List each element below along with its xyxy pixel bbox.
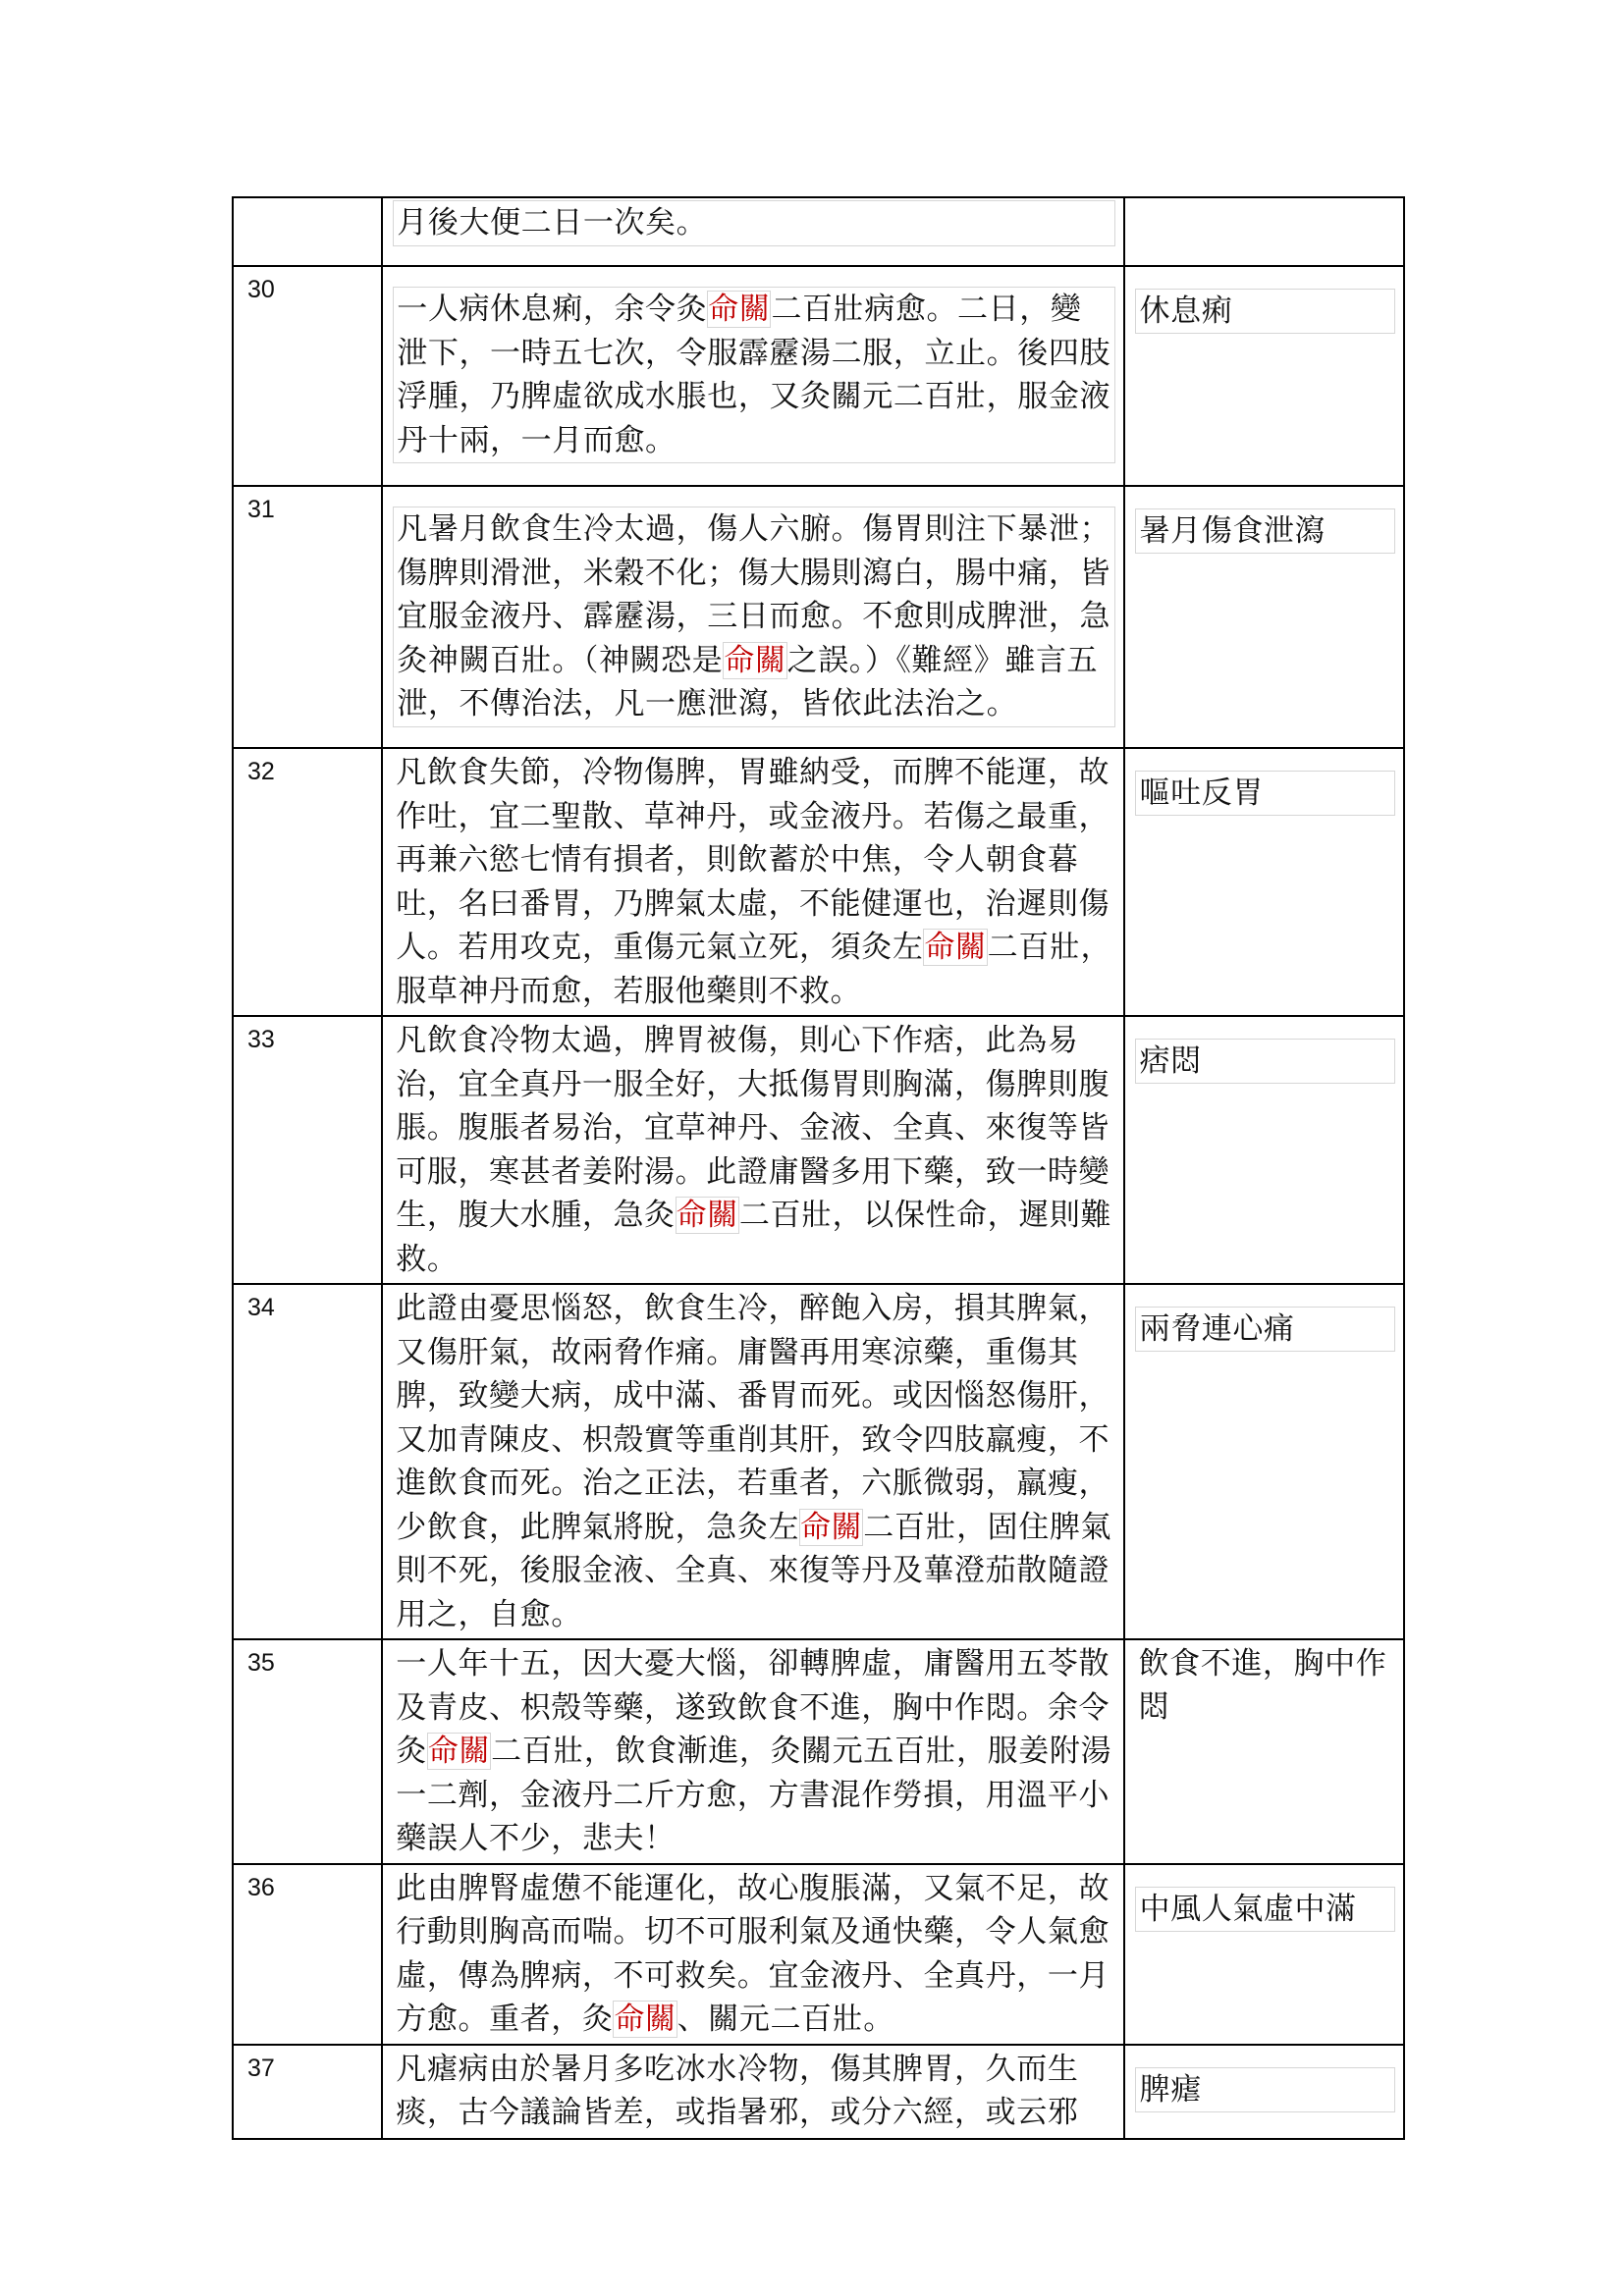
row-number: 37 [247, 2054, 275, 2082]
row-text: 凡飲食失節，冷物傷脾，胃雖納受，而脾不能運，故作吐，宜二聖散、草神丹，或金液丹。若傷之最重，再兼六慾七情有損者，則飲蓄於中焦，令人朝食暮吐，名曰番胃，乃脾氣太虛，不能健運也，治遲則傷人。若用攻克，重傷元氣立死，須灸左命關二百壯，服草神丹而愈，若服他藥則不救。 [396, 755, 1112, 1009]
highlighted-term: 命關 [924, 930, 987, 965]
row-text-cell [382, 2045, 1123, 2139]
row-tag-cell [1124, 1864, 1404, 2045]
row-tag-cell [1124, 748, 1404, 1016]
row-number: 36 [247, 1873, 275, 1901]
highlighted-term: 命關 [724, 642, 786, 678]
row-number-cell [233, 1284, 382, 1639]
row-text: 一人病休息痢，余令灸命關二百壯病愈。二日，變泄下，一時五七次，令服霹靂湯二服，立止。後四肢浮腫，乃脾虛欲成水脹也，又灸關元二百壯，服金液丹十兩，一月而愈。 [393, 287, 1114, 463]
row-text-cell [382, 748, 1123, 1016]
row-tag: 兩脅連心痛 [1135, 1307, 1395, 1352]
document-table [232, 196, 1405, 2140]
row-number-cell [233, 2045, 382, 2139]
row-number: 34 [247, 1294, 275, 1321]
row-tag: 休息痢 [1135, 289, 1395, 334]
row-text-cell [382, 1864, 1123, 2045]
row-text-cell [382, 1016, 1123, 1284]
row-number-cell [233, 266, 382, 486]
row-number-cell [233, 748, 382, 1016]
row-tag-cell [1124, 486, 1404, 748]
row-tag: 嘔吐反胃 [1135, 771, 1395, 816]
table-row [233, 1284, 1404, 1639]
row-text: 凡瘧病由於暑月多吃冰水冷物，傷其脾胃，久而生痰，古今議論皆差，或指暑邪，或分六經，或云邪 [396, 2051, 1079, 2130]
row-text: 月後大便二日一次矣。 [393, 200, 1114, 246]
row-number-cell [233, 1639, 382, 1864]
table-row [233, 486, 1404, 748]
row-tag-cell [1124, 1284, 1404, 1639]
row-tag-cell [1124, 197, 1404, 266]
row-number-cell [233, 1016, 382, 1284]
table-row [233, 1864, 1404, 2045]
row-number-cell [233, 197, 382, 266]
row-tag-cell [1124, 266, 1404, 486]
row-tag: 中風人氣虛中滿 [1135, 1887, 1395, 1932]
row-tag: 暑月傷食泄瀉 [1135, 508, 1395, 554]
row-number: 33 [247, 1026, 275, 1053]
table-row [233, 1639, 1404, 1864]
row-text-cell [382, 486, 1123, 748]
row-number: 30 [247, 276, 275, 303]
table-row [233, 2045, 1404, 2139]
row-number-cell [233, 486, 382, 748]
row-text-cell [382, 266, 1123, 486]
row-tag: 飲食不進，胸中作悶 [1138, 1646, 1387, 1725]
row-tag-cell [1124, 2045, 1404, 2139]
row-number [234, 198, 381, 206]
table-row [233, 266, 1404, 486]
row-text-cell [382, 1284, 1123, 1639]
table-row [233, 197, 1404, 266]
row-tag: 脾瘧 [1135, 2067, 1395, 2112]
highlighted-term: 命關 [427, 1734, 491, 1769]
row-text-cell [382, 197, 1123, 266]
row-tag-cell [1124, 1016, 1404, 1284]
row-text: 凡暑月飲食生冷太過，傷人六腑。傷胃則注下暴泄；傷脾則滑泄，米穀不化；傷大腸則瀉白，腸中痛，皆宜服金液丹、霹靂湯，三日而愈。不愈則成脾泄，急灸神闕百壯。（神闕恐是命關之誤。）《難經》雖言五泄，不傳治法，凡一應泄瀉，皆依此法治之。 [393, 507, 1114, 727]
row-tag: 痞悶 [1135, 1039, 1395, 1084]
highlighted-term: 命關 [614, 2002, 677, 2037]
table-row [233, 1016, 1404, 1284]
row-number: 32 [247, 758, 275, 785]
row-text: 一人年十五，因大憂大惱，卻轉脾虛，庸醫用五苓散及青皮、枳殼等藥，遂致飲食不進，胸中作悶。余令灸命關二百壯，飲食漸進，灸關元五百壯，服姜附湯一二劑，金液丹二斤方愈，方書混作勞損，用溫平小藥誤人不少，悲夫！ [396, 1646, 1112, 1856]
highlighted-term: 命關 [800, 1509, 863, 1545]
row-text: 此由脾腎虛憊不能運化，故心腹脹滿，又氣不足，故行動則胸高而喘。切不可服利氣及通快藥，令人氣愈虛，傳為脾病，不可救矣。宜金液丹、全真丹，一月方愈。重者，灸命關、關元二百壯。 [396, 1870, 1110, 2037]
row-number: 31 [247, 496, 275, 523]
table-row [233, 748, 1404, 1016]
row-number: 35 [247, 1649, 275, 1677]
row-text-cell [382, 1639, 1123, 1864]
row-number-cell [233, 1864, 382, 2045]
highlighted-term: 命關 [676, 1198, 738, 1233]
row-text: 此證由憂思惱怒，飲食生冷，醉飽入房，損其脾氣，又傷肝氣，故兩脅作痛。庸醫再用寒涼藥，重傷其脾，致變大病，成中滿、番胃而死。或因惱怒傷肝，又加青陳皮、枳殼實等重削其肝，致令四肢羸瘦，不進飲食而死。治之正法，若重者，六脈微弱，羸瘦，少飲食，此脾氣將脫，急灸左命關二百壯，固住脾氣則不死，後服金液、全真、來復等丹及蓽澄茄散隨證用之，自愈。 [396, 1291, 1112, 1632]
highlighted-term: 命關 [708, 292, 771, 327]
row-text: 凡飲食冷物太過，脾胃被傷，則心下作痞，此為易治，宜全真丹一服全好，大抵傷胃則胸滿，傷脾則腹脹。腹脹者易治，宜草神丹、金液、全真、來復等皆可服，寒甚者姜附湯。此證庸醫多用下藥，致一時變生，腹大水腫，急灸命關二百壯，以保性命，遲則難救。 [396, 1023, 1112, 1277]
row-tag-cell [1124, 1639, 1404, 1864]
